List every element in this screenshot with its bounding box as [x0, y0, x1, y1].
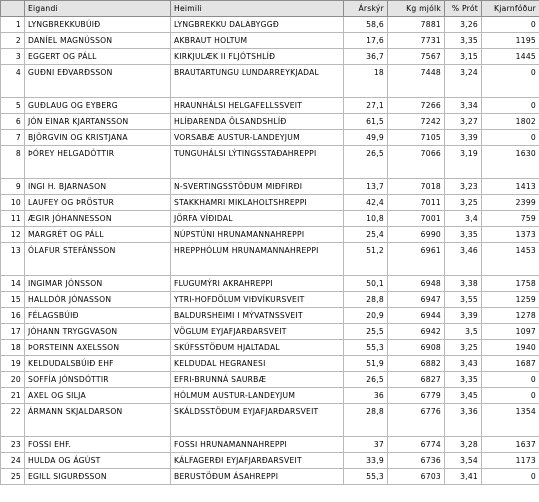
row-number-cell: 4	[1, 65, 25, 98]
milk-kg-cell: 7066	[388, 146, 445, 179]
table-row[interactable]	[1, 308, 539, 324]
owner-cell: HALLDÓR JÓNASSON	[25, 292, 171, 308]
protein-cell: 3,35	[445, 33, 482, 49]
milk-kg-cell: 7731	[388, 33, 445, 49]
feed-cell: 0	[482, 17, 539, 33]
protein-cell: 3,25	[445, 340, 482, 356]
cows-cell: 36,7	[344, 49, 388, 65]
protein-cell: 3,46	[445, 243, 482, 276]
milk-kg-cell: 6947	[388, 292, 445, 308]
owner-cell: HULDA OG ÁGÚST	[25, 453, 171, 469]
feed-cell: 1758	[482, 276, 539, 292]
table-row[interactable]	[1, 372, 539, 388]
cows-cell: 58,6	[344, 17, 388, 33]
cows-cell: 20,9	[344, 308, 388, 324]
cows-cell: 33,9	[344, 453, 388, 469]
protein-cell: 3,43	[445, 356, 482, 372]
row-number-cell: 6	[1, 114, 25, 130]
feed-cell: 1259	[482, 292, 539, 308]
protein-cell: 3,28	[445, 437, 482, 453]
cows-cell: 26,5	[344, 146, 388, 179]
cows-cell: 13,7	[344, 179, 388, 195]
address-cell: BALDURSHEIMI I MÝVATNSSVEIT	[171, 308, 344, 324]
address-cell: HREPPHÓLUM HRUNAMANNAHREPPI	[171, 243, 344, 276]
row-number-cell: 19	[1, 356, 25, 372]
milk-kg-cell: 6961	[388, 243, 445, 276]
row-number-cell: 15	[1, 292, 25, 308]
feed-cell: 1687	[482, 356, 539, 372]
table-row[interactable]	[1, 469, 539, 485]
feed-cell: 0	[482, 65, 539, 98]
address-header[interactable]: Heimili	[171, 1, 344, 17]
owner-cell: INGIMAR JÓNSSON	[25, 276, 171, 292]
table-row[interactable]	[1, 211, 539, 227]
owner-cell: FOSSI EHF.	[25, 437, 171, 453]
milk-kg-cell: 7001	[388, 211, 445, 227]
cows-cell: 28,8	[344, 404, 388, 437]
cows-cell: 51,9	[344, 356, 388, 372]
milk-kg-cell: 6942	[388, 324, 445, 340]
address-cell: HÓLMUM AUSTUR-LANDEYJUM	[171, 388, 344, 404]
protein-cell: 3,41	[445, 469, 482, 485]
address-cell: KÁLFAGERÐI EYJAFJARÐARSVEIT	[171, 453, 344, 469]
address-cell: AKBRAUT HOLTUM	[171, 33, 344, 49]
table-body	[1, 17, 539, 485]
address-cell: N-SVERTINGSSTÖÐUM MIÐFIRÐI	[171, 179, 344, 195]
milk-kg-cell: 6774	[388, 437, 445, 453]
protein-cell: 3,25	[445, 195, 482, 211]
address-cell: SKÚFSSTÖÐUM HJALTADAL	[171, 340, 344, 356]
address-cell: VORSABÆ AUSTUR-LANDEYJUM	[171, 130, 344, 146]
protein-cell: 3,26	[445, 17, 482, 33]
feed-cell: 0	[482, 372, 539, 388]
owner-cell: MARGRÉT OG PÁLL	[25, 227, 171, 243]
protein-header[interactable]: % Prót	[445, 1, 482, 17]
cows-cell: 28,8	[344, 292, 388, 308]
feed-cell: 1802	[482, 114, 539, 130]
owner-header[interactable]: Eigandi	[25, 1, 171, 17]
milk-kg-cell: 6776	[388, 404, 445, 437]
protein-cell: 3,4	[445, 211, 482, 227]
table-row[interactable]	[1, 324, 539, 340]
cows-cell: 55,3	[344, 469, 388, 485]
table-row[interactable]	[1, 388, 539, 404]
milk-kg-cell: 7266	[388, 98, 445, 114]
feed-cell: 0	[482, 388, 539, 404]
owner-cell: KELDUDALSBÚIÐ EHF	[25, 356, 171, 372]
cows-cell: 18	[344, 65, 388, 98]
feed-cell: 2399	[482, 195, 539, 211]
row-number-cell: 24	[1, 453, 25, 469]
protein-cell: 3,5	[445, 324, 482, 340]
row-number-cell: 5	[1, 98, 25, 114]
address-cell: SKÁLDSSTÖÐUM EYJAFJARÐARSVEIT	[171, 404, 344, 437]
address-cell: FLUGUMÝRI AKRAHREPPI	[171, 276, 344, 292]
table-row[interactable]	[1, 276, 539, 292]
owner-cell: ÞÓREY HELGADÓTTIR	[25, 146, 171, 179]
feed-cell: 0	[482, 469, 539, 485]
table-row[interactable]	[1, 17, 539, 33]
milk-kg-cell: 7242	[388, 114, 445, 130]
row-number-cell: 16	[1, 308, 25, 324]
owner-cell: AXEL OG SILJA	[25, 388, 171, 404]
row-number-cell: 2	[1, 33, 25, 49]
protein-cell: 3,27	[445, 114, 482, 130]
protein-cell: 3,15	[445, 49, 482, 65]
owner-cell: JÓHANN TRYGGVASON	[25, 324, 171, 340]
table-row[interactable]	[1, 114, 539, 130]
table-row[interactable]	[1, 356, 539, 372]
table-row[interactable]	[1, 243, 539, 276]
owner-cell: ÁRMANN SKJALDARSON	[25, 404, 171, 437]
table-row[interactable]	[1, 453, 539, 469]
owner-cell: BJÖRGVIN OG KRISTJANA	[25, 130, 171, 146]
milk-kg-cell: 6944	[388, 308, 445, 324]
row-number-cell: 11	[1, 211, 25, 227]
feed-cell: 759	[482, 211, 539, 227]
feed-cell: 1940	[482, 340, 539, 356]
milk-kg-cell: 7448	[388, 65, 445, 98]
milk-kg-cell: 7567	[388, 49, 445, 65]
address-cell: HRAUNHÁLSI HELGAFELLSSVEIT	[171, 98, 344, 114]
milk-kg-cell: 7105	[388, 130, 445, 146]
table-row[interactable]	[1, 98, 539, 114]
table-row[interactable]	[1, 179, 539, 195]
milk-kg-header[interactable]: Kg mjólk	[388, 1, 445, 17]
cows-cell: 37	[344, 437, 388, 453]
table-row[interactable]	[1, 404, 539, 437]
row-number-cell: 9	[1, 179, 25, 195]
protein-cell: 3,39	[445, 308, 482, 324]
protein-cell: 3,55	[445, 292, 482, 308]
owner-cell: DANÍEL MAGNÚSSON	[25, 33, 171, 49]
milk-kg-cell: 6908	[388, 340, 445, 356]
address-cell: STAKKHAMRI MIKLAHOLTSHREPPI	[171, 195, 344, 211]
cows-header[interactable]: Árskýr	[344, 1, 388, 17]
feed-cell: 1413	[482, 179, 539, 195]
milk-kg-cell: 7881	[388, 17, 445, 33]
owner-cell: EGILL SIGURÐSSON	[25, 469, 171, 485]
owner-cell: ÆGIR JÓHANNESSON	[25, 211, 171, 227]
owner-cell: SOFFÍA JÓNSDÓTTIR	[25, 372, 171, 388]
address-cell: YTRI-HOFDÖLUM VIÐVÍKURSVEIT	[171, 292, 344, 308]
protein-cell: 3,54	[445, 453, 482, 469]
header-row	[1, 1, 539, 17]
address-cell: KELDUDAL HEGRANESI	[171, 356, 344, 372]
table-row[interactable]	[1, 49, 539, 65]
row-number-header[interactable]	[1, 1, 25, 17]
table-row[interactable]	[1, 146, 539, 179]
feed-cell: 1354	[482, 404, 539, 437]
table-row[interactable]	[1, 437, 539, 453]
protein-cell: 3,38	[445, 276, 482, 292]
owner-cell: INGI H. BJARNASON	[25, 179, 171, 195]
cows-cell: 49,9	[344, 130, 388, 146]
row-number-cell: 8	[1, 146, 25, 179]
protein-cell: 3,35	[445, 227, 482, 243]
feed-cell: 1453	[482, 243, 539, 276]
row-number-cell: 1	[1, 17, 25, 33]
feed-cell: 1637	[482, 437, 539, 453]
table-row[interactable]	[1, 33, 539, 49]
row-number-cell: 10	[1, 195, 25, 211]
feed-cell: 1630	[482, 146, 539, 179]
address-cell: KIRKJULÆK II FLJÓTSHLÍÐ	[171, 49, 344, 65]
protein-cell: 3,36	[445, 404, 482, 437]
owner-cell: LAUFEY OG ÞRÖSTUR	[25, 195, 171, 211]
protein-cell: 3,19	[445, 146, 482, 179]
feed-header[interactable]: Kjarnfóður	[482, 1, 539, 17]
protein-cell: 3,35	[445, 372, 482, 388]
milk-kg-cell: 6736	[388, 453, 445, 469]
address-cell: EFRI-BRUNNÁ SAURBÆ	[171, 372, 344, 388]
cows-cell: 27,1	[344, 98, 388, 114]
milk-kg-cell: 6990	[388, 227, 445, 243]
cows-cell: 61,5	[344, 114, 388, 130]
row-number-cell: 23	[1, 437, 25, 453]
cows-cell: 10,8	[344, 211, 388, 227]
feed-cell: 1097	[482, 324, 539, 340]
owner-cell: LYNGBREKKUBÚIÐ	[25, 17, 171, 33]
owner-cell: GUÐNI EÐVARÐSSON	[25, 65, 171, 98]
table-row[interactable]	[1, 195, 539, 211]
table-row[interactable]	[1, 65, 539, 98]
row-number-cell: 12	[1, 227, 25, 243]
milk-kg-cell: 6948	[388, 276, 445, 292]
address-cell: FOSSI HRUNAMANNAHREPPI	[171, 437, 344, 453]
milk-kg-cell: 7011	[388, 195, 445, 211]
table-row[interactable]	[1, 130, 539, 146]
feed-cell: 0	[482, 98, 539, 114]
protein-cell: 3,23	[445, 179, 482, 195]
row-number-cell: 21	[1, 388, 25, 404]
table-row[interactable]	[1, 292, 539, 308]
cows-cell: 17,6	[344, 33, 388, 49]
owner-cell: GUÐLAUG OG EYBERG	[25, 98, 171, 114]
row-number-cell: 22	[1, 404, 25, 437]
milk-kg-cell: 6882	[388, 356, 445, 372]
cows-cell: 55,3	[344, 340, 388, 356]
row-number-cell: 13	[1, 243, 25, 276]
row-number-cell: 7	[1, 130, 25, 146]
owner-cell: FÉLAGSBÚIÐ	[25, 308, 171, 324]
owner-cell: ÓLAFUR STEFÁNSSON	[25, 243, 171, 276]
row-number-cell: 25	[1, 469, 25, 485]
feed-cell: 1195	[482, 33, 539, 49]
owner-cell: EGGERT OG PÁLL	[25, 49, 171, 65]
row-number-cell: 18	[1, 340, 25, 356]
row-number-cell: 20	[1, 372, 25, 388]
feed-cell: 1278	[482, 308, 539, 324]
row-number-cell: 14	[1, 276, 25, 292]
feed-cell: 1173	[482, 453, 539, 469]
address-cell: JÖRFA VÍÐIDAL	[171, 211, 344, 227]
feed-cell: 0	[482, 130, 539, 146]
cows-cell: 26,5	[344, 372, 388, 388]
milk-kg-cell: 7018	[388, 179, 445, 195]
cows-cell: 51,2	[344, 243, 388, 276]
protein-cell: 3,34	[445, 98, 482, 114]
row-number-cell: 3	[1, 49, 25, 65]
address-cell: BRAUTARTUNGU LUNDARREYKJADAL	[171, 65, 344, 98]
milk-kg-cell: 6779	[388, 388, 445, 404]
feed-cell: 1445	[482, 49, 539, 65]
feed-cell: 1373	[482, 227, 539, 243]
table-row[interactable]	[1, 340, 539, 356]
protein-cell: 3,39	[445, 130, 482, 146]
cows-cell: 50,1	[344, 276, 388, 292]
milk-kg-cell: 6703	[388, 469, 445, 485]
cows-cell: 42,4	[344, 195, 388, 211]
address-cell: HLÍÐARENDA ÖLSANDSHLÍÐ	[171, 114, 344, 130]
owner-cell: ÞORSTEINN AXELSSON	[25, 340, 171, 356]
address-cell: TUNGUHÁLSI LÝTINGSSTAÐAHREPPI	[171, 146, 344, 179]
protein-cell: 3,45	[445, 388, 482, 404]
protein-cell: 3,24	[445, 65, 482, 98]
milk-kg-cell: 6827	[388, 372, 445, 388]
owner-cell: JÓN EINAR KJARTANSSON	[25, 114, 171, 130]
address-cell: BERUSTÖÐUM ÁSAHREPPI	[171, 469, 344, 485]
cows-cell: 36	[344, 388, 388, 404]
cows-cell: 25,5	[344, 324, 388, 340]
address-cell: LYNGBREKKU DALABYGGÐ	[171, 17, 344, 33]
row-number-cell: 17	[1, 324, 25, 340]
address-cell: NÚPSTÚNI HRUNAMANNAHREPPI	[171, 227, 344, 243]
address-cell: VÖGLUM EYJAFJARÐARSVEIT	[171, 324, 344, 340]
table-row[interactable]	[1, 227, 539, 243]
cows-cell: 25,4	[344, 227, 388, 243]
